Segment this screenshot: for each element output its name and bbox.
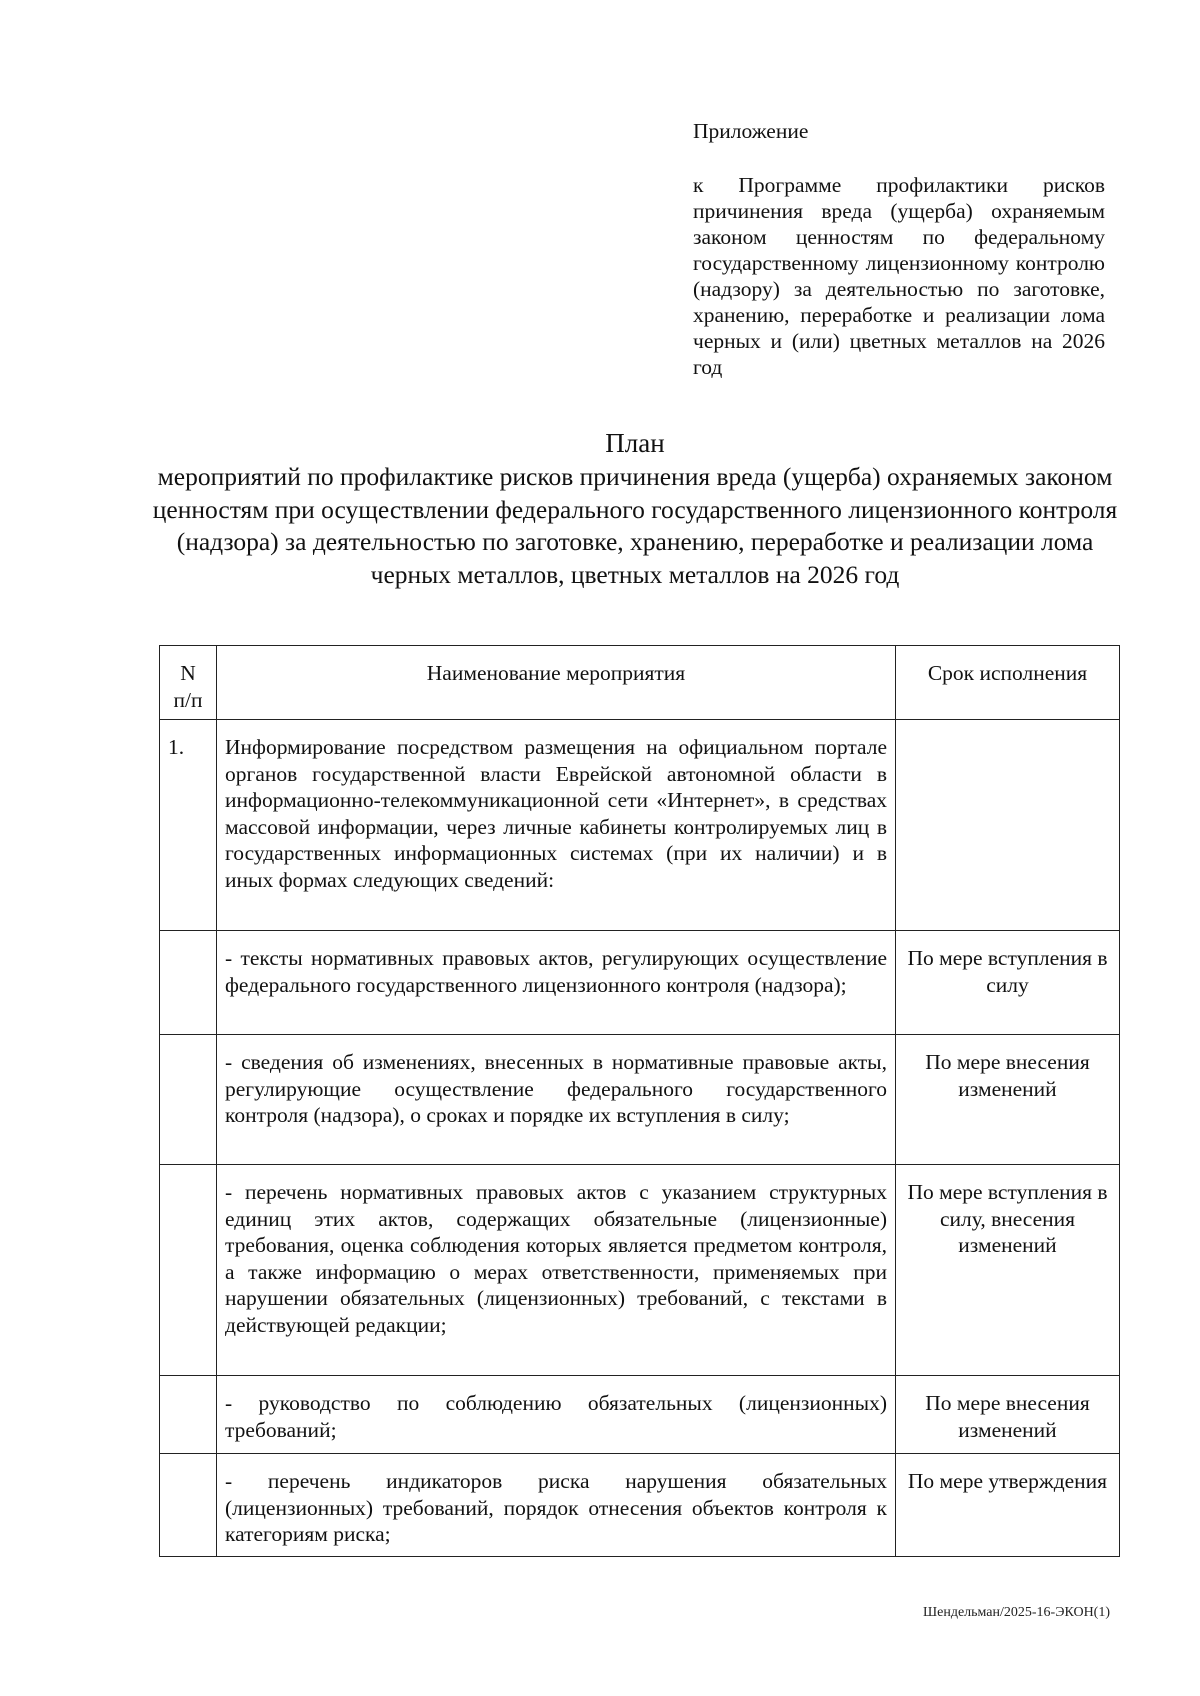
header-name: Наименование мероприятия bbox=[217, 646, 896, 720]
table-row bbox=[160, 720, 1120, 931]
appendix-title: Приложение bbox=[693, 119, 809, 143]
appendix-text: к Программе профилактики рисков причинения вреда (ущерба) охраняемым законом ценностям по федеральному государственному лицензионному контролю (надзору) за деятельностью по заготовке, хранению, переработке и реализации лома черных и (или) цветных металлов на 2026 год bbox=[693, 173, 1105, 379]
table-row bbox=[160, 1165, 1120, 1376]
table-row bbox=[160, 931, 1120, 1035]
row-name: - тексты нормативных правовых актов, регулирующих осуществление федерального государственного лицензионного контроля (надзора); bbox=[217, 931, 896, 1035]
row-name: - перечень индикаторов риска нарушения обязательных (лицензионных) требований, порядок отнесения объектов контроля к категориям риска; bbox=[217, 1454, 896, 1557]
footer-document-code: Шендельман/2025-16-ЭКОН(1) bbox=[923, 1605, 1110, 1620]
plan-title-block bbox=[150, 425, 1120, 591]
table-header-row bbox=[160, 646, 1120, 720]
table-row bbox=[160, 1035, 1120, 1165]
table-row bbox=[160, 1376, 1120, 1454]
header-term: Срок исполнения bbox=[896, 646, 1120, 720]
row-name: - перечень нормативных правовых актов с указанием структурных единиц этих актов, содержащих обязательные (лицензионные) требования, оценка соблюдения которых является предметом контроля, а также информацию о мерах ответственности, применяемых при нарушении обязательных (лицензионных) требований, с текстами в действующей редакции; bbox=[217, 1165, 896, 1376]
header-number-line2: п/п bbox=[173, 688, 203, 712]
plan-heading: План bbox=[605, 428, 665, 458]
header-number-line1: N bbox=[180, 661, 196, 685]
header-number bbox=[160, 646, 217, 720]
plan-table bbox=[159, 645, 1120, 1557]
row-name: - руководство по соблюдению обязательных (лицензионных) требований; bbox=[217, 1376, 896, 1454]
row-term: По мере внесения изменений bbox=[896, 1376, 1120, 1454]
row-term: По мере утверждения bbox=[896, 1454, 1120, 1557]
row-number bbox=[160, 1376, 217, 1454]
appendix-block bbox=[693, 118, 1105, 380]
row-term bbox=[896, 720, 1120, 931]
row-term: По мере вступления в силу bbox=[896, 931, 1120, 1035]
row-name: - сведения об изменениях, внесенных в нормативные правовые акты, регулирующие осуществление федерального государственного контроля (надзора), о сроках и порядке их вступления в силу; bbox=[217, 1035, 896, 1165]
row-number bbox=[160, 1165, 217, 1376]
row-term: По мере вступления в силу, внесения изменений bbox=[896, 1165, 1120, 1376]
table-row bbox=[160, 1454, 1120, 1557]
row-number bbox=[160, 1035, 217, 1165]
row-number bbox=[160, 1454, 217, 1557]
row-term: По мере внесения изменений bbox=[896, 1035, 1120, 1165]
row-name: Информирование посредством размещения на официальном портале органов государственной власти Еврейской автономной области в информационно-телекоммуникационной сети «Интернет», в средствах массовой информации, через личные кабинеты контролируемых лиц в государственных информационных системах (при их наличии) и в иных формах следующих сведений: bbox=[217, 720, 896, 931]
row-number: 1. bbox=[160, 720, 217, 931]
plan-subtitle: мероприятий по профилактике рисков причинения вреда (ущерба) охраняемых законом ценностям при осуществлении федерального государственного лицензионного контроля (надзора) за деятельностью по заготовке, хранению, переработке и реализации лома черных металлов, цветных металлов на 2026 год bbox=[152, 462, 1118, 589]
row-number bbox=[160, 931, 217, 1035]
